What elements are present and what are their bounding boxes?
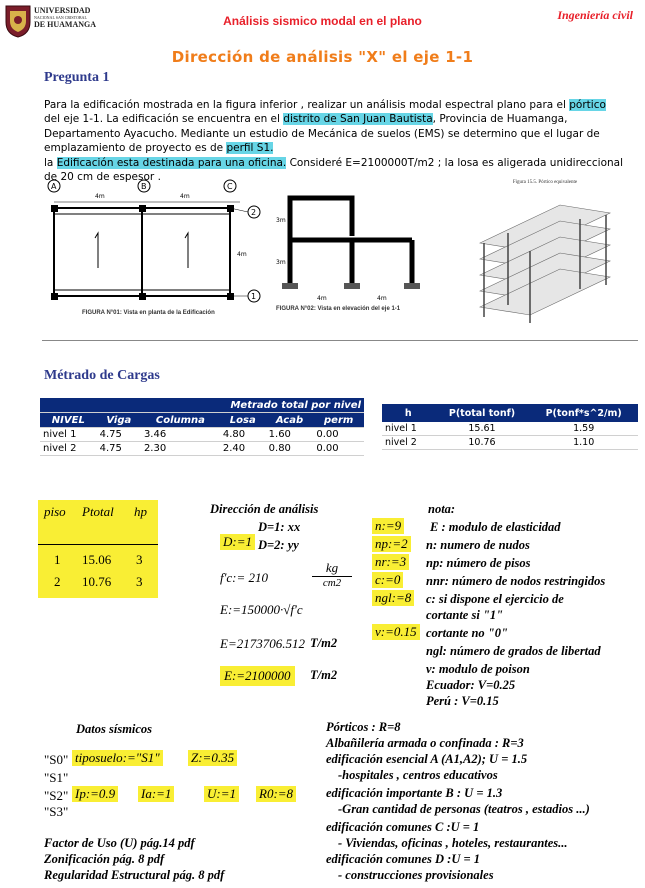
porticos-l2: Albañilería armada o confinada : R=3 <box>326 736 524 750</box>
cell: nivel 2 <box>382 436 435 450</box>
porticos-l7: edificación comunes C :U = 1 <box>326 820 480 834</box>
tipo-suelo: tiposuelo:="S1" <box>72 750 163 766</box>
pregunta-heading: Pregunta 1 <box>44 70 110 85</box>
cell: 10.76 <box>435 436 530 450</box>
metrado-top-label: Metrado total por nivel <box>40 398 364 413</box>
porticos-l8: - Viviendas, oficinas , hoteles, restaurantes... <box>338 836 568 850</box>
header-title: Análisis sismico modal en el plano <box>223 14 422 28</box>
porticos-l5: edificación importante B : U = 1.3 <box>326 786 503 800</box>
ref-uso: Factor de Uso (U) pág.14 pdf <box>44 836 195 850</box>
table-row <box>40 442 364 456</box>
hp-header: hp <box>134 504 147 519</box>
porticos-l1: Pórticos : R=8 <box>326 720 401 734</box>
fc-unit-num: kg <box>325 560 339 575</box>
elevation-drawing <box>272 188 442 308</box>
dim-3m-a: 3m <box>276 217 286 224</box>
sismicos-title: Datos sísmicos <box>76 722 153 736</box>
nota-v: v: modulo de poison <box>426 662 530 676</box>
cell: 1.59 <box>529 422 638 436</box>
fc-value: f'c:= 210 <box>220 570 269 585</box>
figure-elevation <box>272 188 442 328</box>
cell: 2 <box>54 574 61 589</box>
figure3-caption: Figura 15.5. Pórtico equivalente <box>512 180 578 185</box>
suelo-s1: "S1" <box>44 770 69 785</box>
table-row <box>382 436 638 450</box>
E-unit: T/m2 <box>310 636 338 650</box>
highlight-distrito: distrito de San Juan Bautista <box>283 113 433 126</box>
param-n: n:=9 <box>372 518 404 534</box>
para-text-2: del eje 1-1. La edificación se encuentra en el <box>44 113 284 126</box>
cell: 3 <box>136 552 143 567</box>
param-v: v:=0.15 <box>372 624 420 640</box>
para-text-4: la <box>44 156 57 169</box>
cell: 4.80 <box>220 428 266 442</box>
cell: 2.40 <box>220 442 266 456</box>
cell: nivel 1 <box>382 422 435 436</box>
figure2-caption: FIGURA N°02: Vista en elevación del eje 1-1 <box>276 306 401 312</box>
table-row <box>382 422 638 436</box>
cell: 10.76 <box>82 574 112 589</box>
metrado-heading: Métrado de Cargas <box>44 368 160 383</box>
cell: nivel 2 <box>40 442 97 456</box>
axis-a-label: A <box>51 182 57 191</box>
cell: 4.75 <box>97 442 141 456</box>
logo-line1: UNIVERSIDAD <box>34 6 91 15</box>
col-acab: Acab <box>266 413 314 428</box>
col-ptotal: P(total tonf) <box>435 404 530 422</box>
R0-value: R0:=8 <box>256 786 296 802</box>
dim-3m-b: 3m <box>276 259 286 266</box>
logo-line2: NACIONAL SAN CRISTOBAL <box>34 15 87 20</box>
axis-2-label: 2 <box>251 208 257 217</box>
nota-np: np: número de pisos <box>426 556 531 570</box>
Ia-value: Ia:=1 <box>138 786 174 802</box>
figure-3d-frame <box>470 180 620 330</box>
porticos-l10: - construcciones provisionales <box>338 868 494 882</box>
nota-c1: c: si dispone el ejercicio de <box>426 592 564 606</box>
highlight-perfil: perfil S1. <box>226 142 274 155</box>
header-right: Ingeniería civil <box>557 8 633 22</box>
para-text-3: , Provincia de Huamanga, Departamento Ayacucho. Mediante un estudio de Mecánica de suelos (EMS) se determino que el lugar de emplazamiento de proyecto es de <box>44 113 600 155</box>
param-c: c:=0 <box>372 572 403 588</box>
dim-4m-b: 4m <box>180 193 190 200</box>
param-np: np:=2 <box>372 536 411 552</box>
param-ngl: ngl:=8 <box>372 590 414 606</box>
porticos-l9: edificación comunes D :U = 1 <box>326 852 480 866</box>
axis-1-label: 1 <box>251 292 257 301</box>
piso-header: piso <box>44 504 66 519</box>
porticos-l6: -Gran cantidad de personas (teatros , estadios ...) <box>338 802 590 816</box>
cell: 0.00 <box>313 428 364 442</box>
ref-zonificacion: Zonificación pág. 8 pdf <box>44 852 165 866</box>
cell: 4.75 <box>97 428 141 442</box>
suelo-s3: "S3" <box>44 804 69 819</box>
cell: 3.46 <box>141 428 220 442</box>
cell: 15.06 <box>82 552 112 567</box>
piso-table <box>38 500 158 598</box>
cell: 0.80 <box>266 442 314 456</box>
frame-3d-drawing <box>470 185 620 325</box>
nota-ecuador: Ecuador: V=0.25 <box>426 678 516 692</box>
cell: nivel 1 <box>40 428 97 442</box>
cell: 2.30 <box>141 442 220 456</box>
fc-unit <box>312 560 352 589</box>
E-assign: E:=2100000 <box>220 666 295 686</box>
direccion-d1: D=1: xx <box>258 520 301 534</box>
cell: 1.10 <box>529 436 638 450</box>
col-viga: Viga <box>97 413 141 428</box>
logo-line3: DE HUAMANGA <box>34 20 96 29</box>
Z-value: Z:=0.35 <box>188 750 237 766</box>
Ip-value: Ip:=0.9 <box>72 786 118 802</box>
col-h: h <box>382 404 435 422</box>
figure1-caption: FIGURA N°01: Vista en planta de la Edificación <box>82 310 215 316</box>
figure-plan-view <box>40 178 265 330</box>
direccion-d2: D=2: yy <box>258 538 299 552</box>
fc-unit-den: cm2 <box>312 576 352 589</box>
ref-regularidad: Regularidad Estructural pág. 8 pdf <box>44 868 225 882</box>
nota-n: n: numero de nudos <box>426 538 530 552</box>
porticos-l4: -hospitales , centros educativos <box>338 768 498 782</box>
metrado-table <box>40 398 364 456</box>
dim-4m-e: 4m <box>317 295 327 302</box>
para-text-5: Consideré E=2100000T/m2 ; la losa es aligerada unidireccional de 20 cm de espesor . <box>44 156 624 184</box>
axis-b-label: B <box>141 182 147 191</box>
pregunta-paragraph <box>44 98 624 184</box>
nota-peru: Perú : V=0.15 <box>426 694 499 708</box>
suelo-s2: "S2" <box>44 788 69 803</box>
highlight-portico: pórtico <box>569 99 606 111</box>
nota-title: nota: <box>428 502 456 516</box>
col-pmass: P(tonf*s^2/m) <box>529 404 638 422</box>
cell: 0.00 <box>313 442 364 456</box>
nota-nr: nnr: número de nodos restringidos <box>426 574 606 588</box>
peso-table <box>382 404 638 450</box>
plan-view-drawing <box>40 178 265 318</box>
cell: 3 <box>136 574 143 589</box>
col-columna: Columna <box>141 413 220 428</box>
param-nr: nr:=3 <box>372 554 409 570</box>
E-formula: E:=150000·√f'c <box>220 602 303 617</box>
cell: 15.61 <box>435 422 530 436</box>
direccion-assign: D:=1 <box>220 534 255 550</box>
col-nivel: NIVEL <box>40 413 97 428</box>
nota-E: E : modulo de elasticidad <box>430 520 561 534</box>
nota-ngl: ngl: número de grados de libertad <box>426 644 601 658</box>
direccion-title: Dirección de análisis <box>210 502 319 516</box>
axis-c-label: C <box>227 182 233 191</box>
suelo-s0: "S0" <box>44 752 69 767</box>
dim-4m-c: 4m <box>237 251 247 258</box>
section-separator <box>42 340 638 341</box>
nota-c3: cortante no "0" <box>426 626 508 640</box>
dim-4m-f: 4m <box>377 295 387 302</box>
col-perm: perm <box>313 413 364 428</box>
nota-c2: cortante si "1" <box>426 608 504 622</box>
E-assign-unit: T/m2 <box>310 668 338 682</box>
col-losa: Losa <box>220 413 266 428</box>
E-value: E=2173706.512 <box>220 636 305 651</box>
highlight-oficina: Edificación esta destinada para una oficina. <box>56 156 287 169</box>
ptotal-header: Ptotal <box>82 504 114 519</box>
dim-4m-a: 4m <box>95 193 105 200</box>
para-text-1: Para la edificación mostrada en la figura inferior , realizar un análisis modal espectral plano para el <box>44 99 570 111</box>
porticos-l3: edificación esencial A (A1,A2); U = 1.5 <box>326 752 528 766</box>
U-value: U:=1 <box>204 786 239 802</box>
page-subtitle: Dirección de análisis "X" el eje 1-1 <box>171 48 474 66</box>
cell: 1 <box>54 552 61 567</box>
table-row <box>40 428 364 442</box>
cell: 1.60 <box>266 428 314 442</box>
